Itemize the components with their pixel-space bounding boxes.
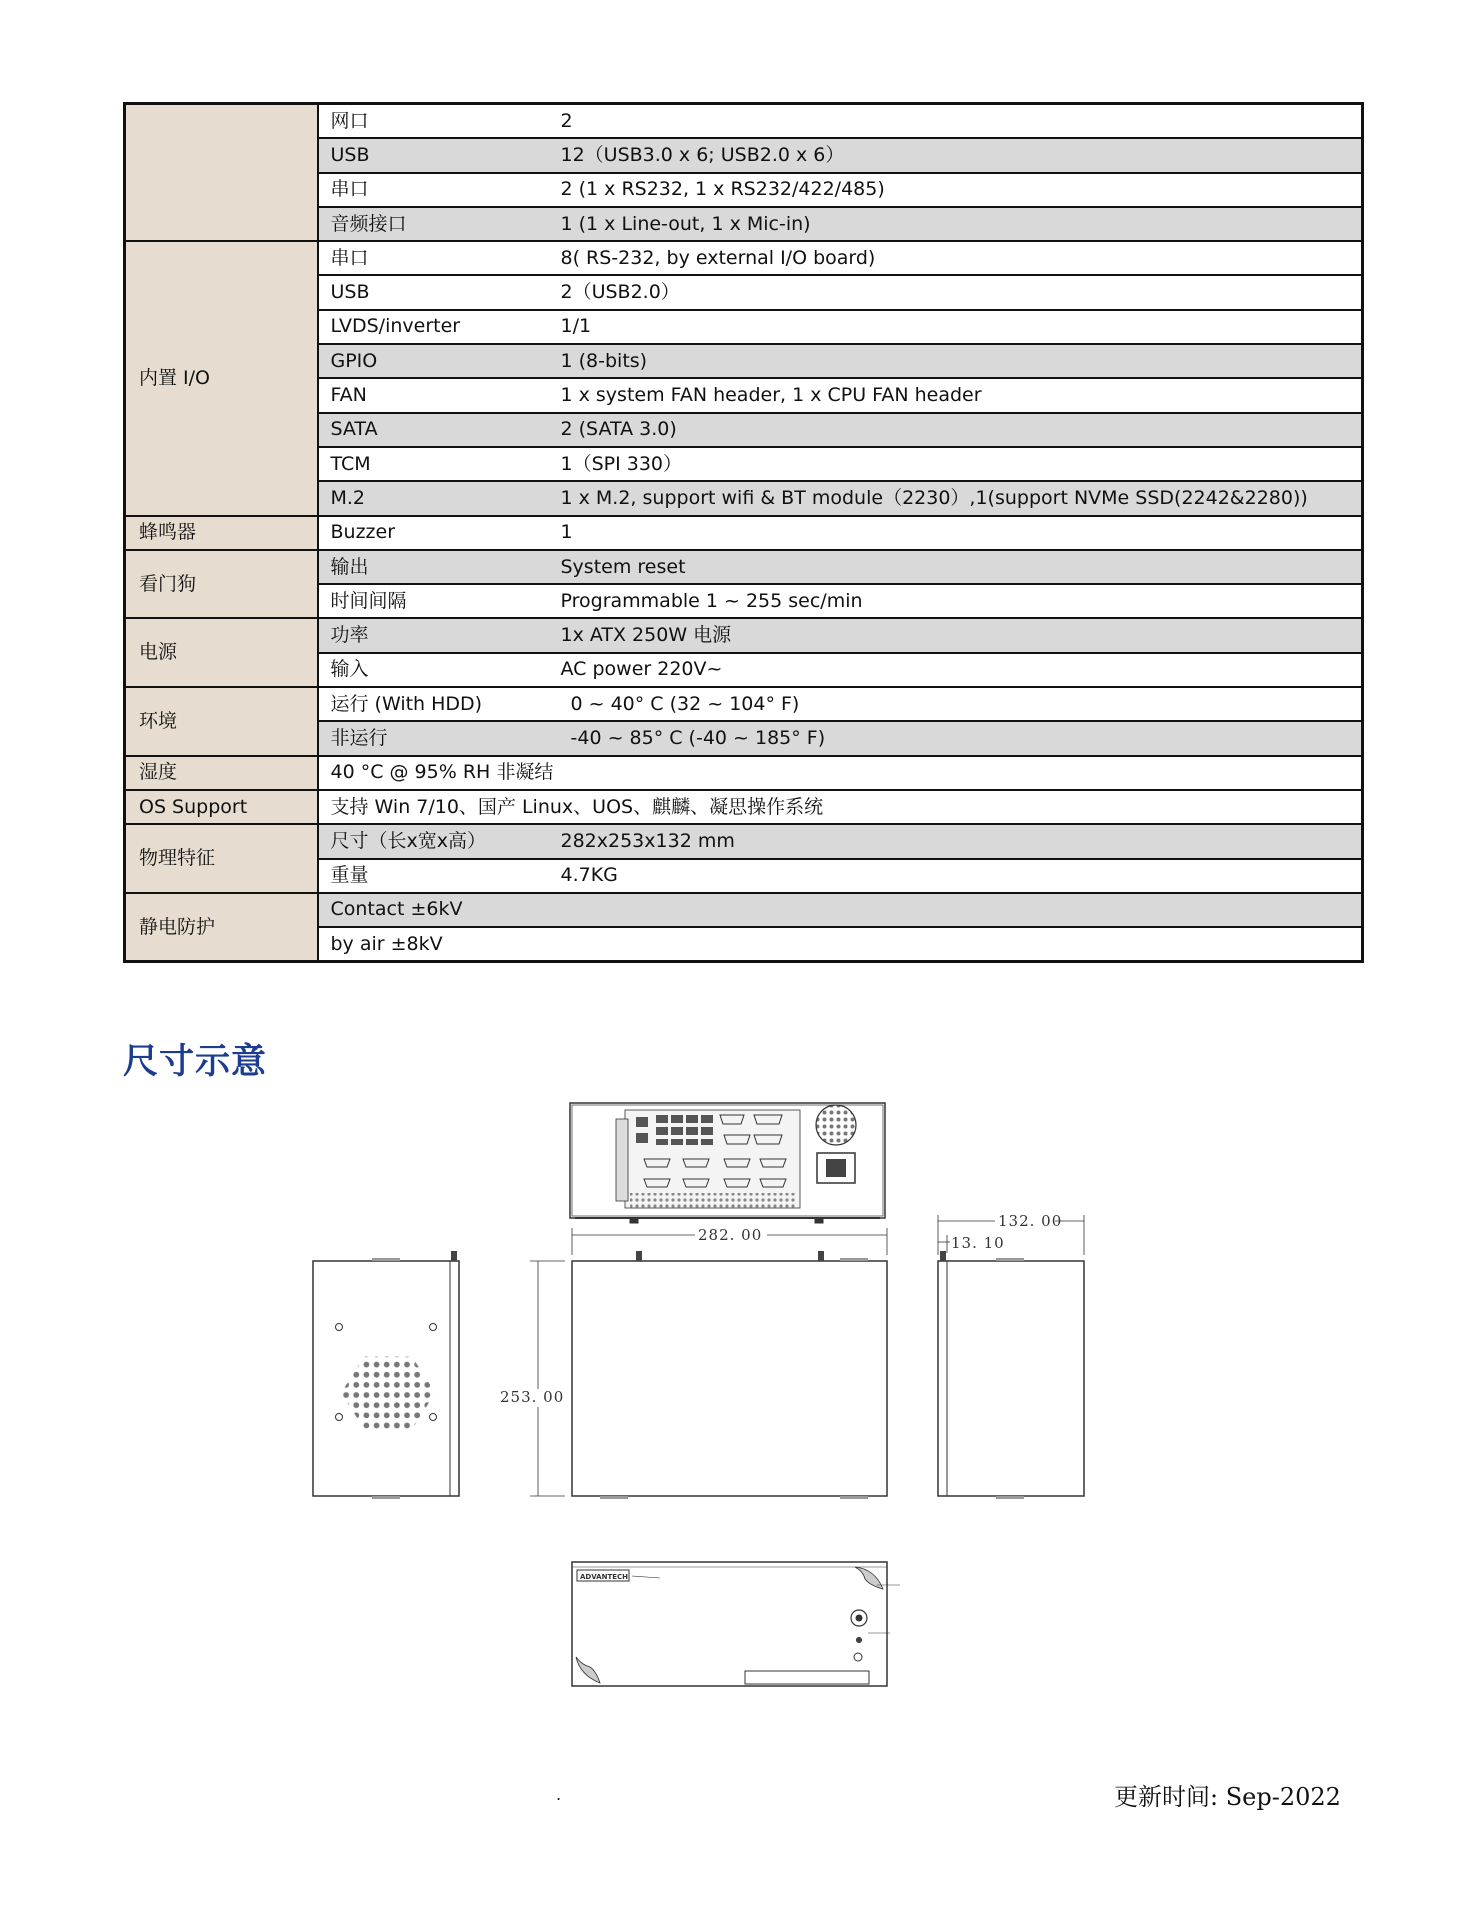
value-cell: 8( RS-232, by external I/O board) (553, 241, 1363, 275)
value-cell: 1/1 (553, 310, 1363, 344)
table-row (125, 550, 1363, 584)
value-cell: 0 ~ 40° C (32 ~ 104° F) (553, 687, 1363, 721)
update-date: 更新时间: Sep-2022 (1114, 1783, 1341, 1811)
sub-cell: GPIO (318, 344, 553, 378)
table-row (125, 790, 1363, 824)
sub-cell: Contact ±6kV (318, 893, 1363, 927)
sub-cell: 重量 (318, 859, 553, 893)
sub-cell: M.2 (318, 481, 553, 515)
category-cell: 物理特征 (125, 824, 318, 893)
sub-cell: 40 °C @ 95% RH 非凝结 (318, 756, 1363, 790)
top-view-drawing (530, 1228, 887, 1499)
value-cell: 4.7KG (553, 859, 1363, 893)
sub-cell: USB (318, 138, 553, 172)
value-cell: 2 (1 x RS232, 1 x RS232/422/485) (553, 173, 1363, 207)
brand-label: ADVANTECH (580, 1573, 628, 1581)
table-row (125, 756, 1363, 790)
sub-cell: 支持 Win 7/10、国产 Linux、UOS、麒麟、凝思操作系统 (318, 790, 1363, 824)
table-row (125, 104, 1363, 139)
value-cell: -40 ~ 85° C (-40 ~ 185° F) (553, 721, 1363, 755)
category-cell: 电源 (125, 618, 318, 687)
depth-dimension: 253. 00 (500, 1388, 565, 1406)
sub-cell: TCM (318, 447, 553, 481)
sub-cell: 音频接口 (318, 207, 553, 241)
width-dimension: 282. 00 (698, 1226, 763, 1244)
sub-cell: by air ±8kV (318, 927, 1363, 962)
category-cell: 静电防护 (125, 893, 318, 962)
sub-cell: 非运行 (318, 721, 553, 755)
sub-cell: 功率 (318, 618, 553, 652)
value-cell: 12（USB3.0 x 6; USB2.0 x 6） (553, 138, 1363, 172)
table-row (125, 516, 1363, 550)
value-cell: 1 (1 x Line-out, 1 x Mic-in) (553, 207, 1363, 241)
value-cell: 282x253x132 mm (553, 824, 1363, 858)
value-cell: 1 x system FAN header, 1 x CPU FAN header (553, 378, 1363, 412)
value-cell: 2（USB2.0） (553, 275, 1363, 309)
right-view-drawing (938, 1215, 1084, 1499)
value-cell: 1 x M.2, support wifi & BT module（2230）,1(support NVMe SSD(2242&2280)) (553, 481, 1363, 515)
value-cell: 2 (553, 104, 1363, 139)
sub-cell: 时间间隔 (318, 584, 553, 618)
sub-cell: 输出 (318, 550, 553, 584)
sub-cell: Buzzer (318, 516, 553, 550)
sub-cell: 输入 (318, 653, 553, 687)
table-row (125, 241, 1363, 275)
category-cell: 看门狗 (125, 550, 318, 619)
sub-cell: 串口 (318, 241, 553, 275)
sub-cell: USB (318, 275, 553, 309)
table-row (125, 618, 1363, 652)
value-cell: 1 (553, 516, 1363, 550)
sub-cell: 尺寸（长x宽x高） (318, 824, 553, 858)
category-cell: 环境 (125, 687, 318, 756)
sub-cell: 网口 (318, 104, 553, 139)
value-cell: 1x ATX 250W 电源 (553, 618, 1363, 652)
category-cell (125, 104, 318, 242)
table-row (125, 824, 1363, 858)
sub-cell: LVDS/inverter (318, 310, 553, 344)
category-cell: 湿度 (125, 756, 318, 790)
category-cell: 内置 I/O (125, 241, 318, 515)
spec-table (123, 102, 1364, 963)
value-cell: System reset (553, 550, 1363, 584)
category-cell: 蜂鸣器 (125, 516, 318, 550)
category-cell: OS Support (125, 790, 318, 824)
offset-dimension: 13. 10 (951, 1234, 1005, 1252)
sub-cell: SATA (318, 413, 553, 447)
sub-cell: FAN (318, 378, 553, 412)
value-cell: AC power 220V~ (553, 653, 1363, 687)
value-cell: 1（SPI 330） (553, 447, 1363, 481)
table-row (125, 893, 1363, 927)
dimension-drawings (310, 1095, 1110, 1695)
side-view-drawing (313, 1251, 459, 1499)
rear-view-drawing (570, 1103, 885, 1223)
section-title: 尺寸示意 (123, 1042, 268, 1082)
value-cell: 1 (8-bits) (553, 344, 1363, 378)
height-dimension: 132. 00 (998, 1212, 1063, 1230)
sub-cell: 串口 (318, 173, 553, 207)
sub-cell: 运行 (With HDD) (318, 687, 553, 721)
page-dot: . (556, 1785, 562, 1804)
value-cell: 2 (SATA 3.0) (553, 413, 1363, 447)
value-cell: Programmable 1 ~ 255 sec/min (553, 584, 1363, 618)
table-row (125, 687, 1363, 721)
